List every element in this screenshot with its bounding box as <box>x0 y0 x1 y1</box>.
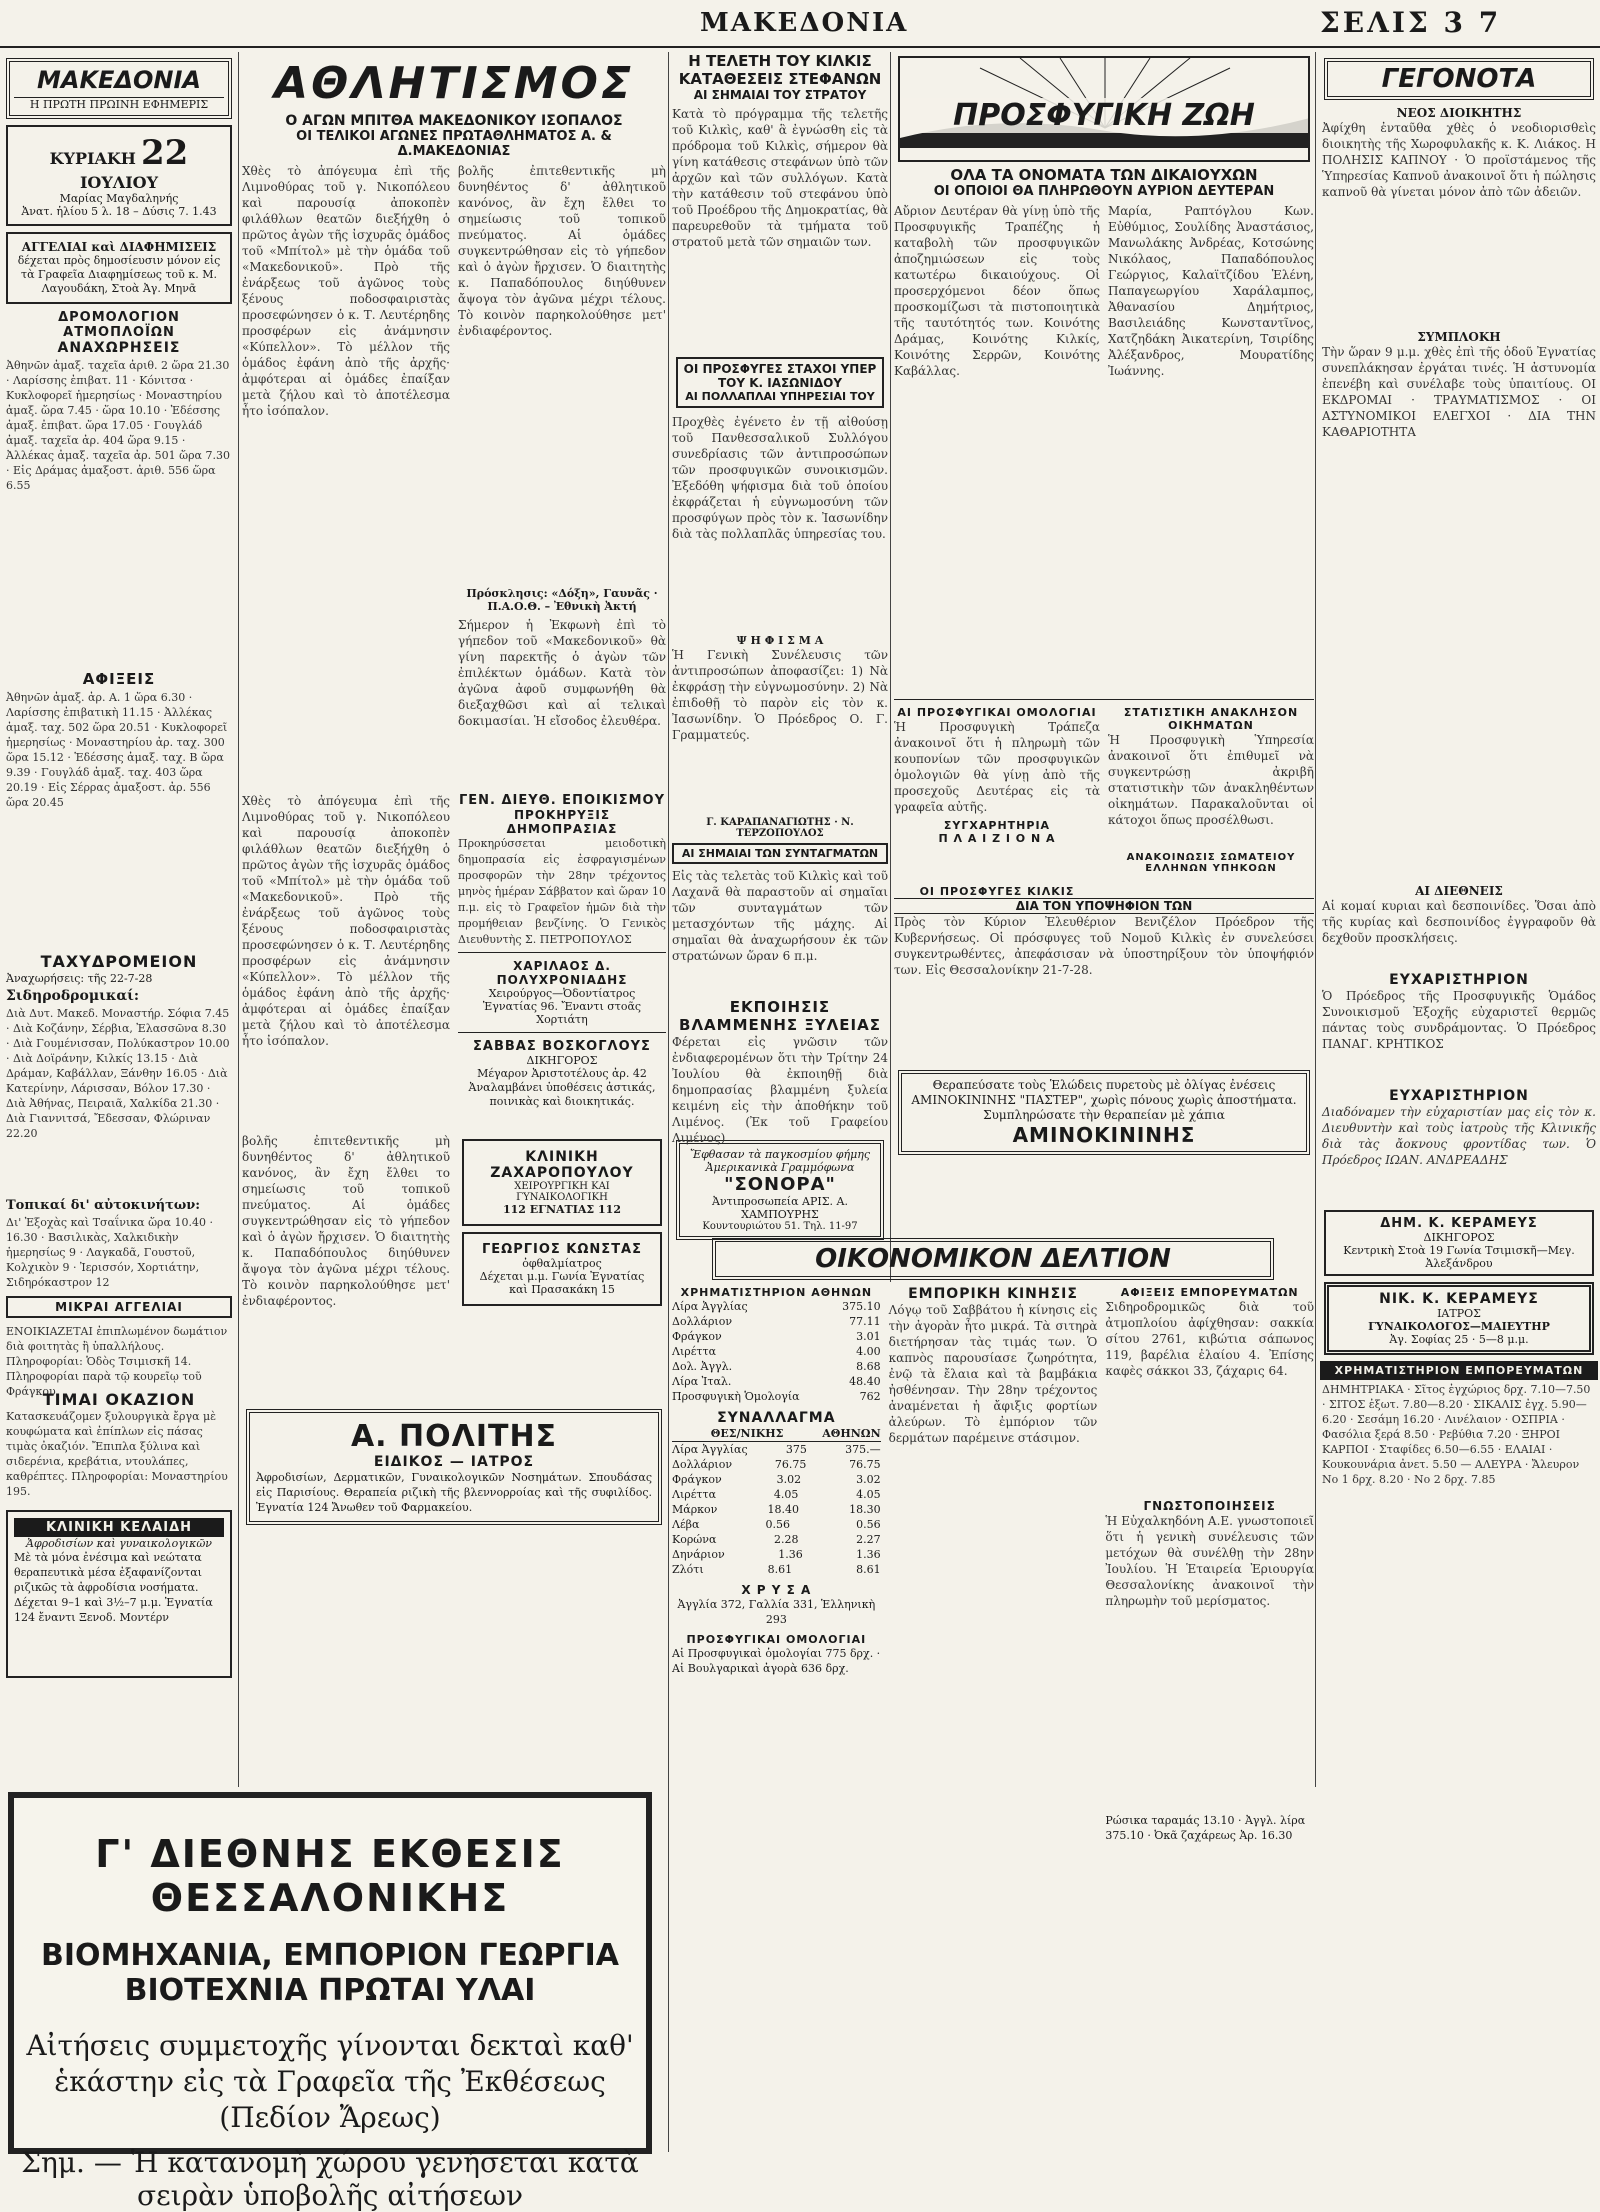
rate-athens: 375.— <box>845 1443 881 1456</box>
small-ads-text: ΕΝΟΙΚΙΑΖΕΤΑΙ ἐπιπλωμένον δωμάτιον διὰ φοιτητὰς ἢ ὑπαλλήλους. Πληροφορίαι: Ὁδὸς Τσιμισκῆ 14. Πληροφορίαι παρὰ τῷ κουρεῖῳ τοῦ Φράγκου. <box>6 1325 228 1398</box>
column-events <box>1320 52 1598 1787</box>
column-sports <box>242 52 666 1787</box>
weekday: ΚΥΡΙΑΚΗ <box>49 149 136 168</box>
international-text: Αἱ κομαί κυριαι καὶ δεσποινίδες. Ὅσαι ἀπὸ τῆς κυρίας καὶ δεσποινίδος ἐγγραφοῦν θὰ δεχθοῦν προσκλήσεις. <box>1322 899 1596 945</box>
arrivals-title: ΑΦΙΞΕΙΣ <box>82 670 156 688</box>
sports-events: Πρόσκλησις: «Δόξη», Γαυνᾶς · Π.Α.Ο.Θ. – Ἐθνικὴ Ἀκτή <box>466 587 658 613</box>
expo-title: Γ' ΔΙΕΘΝΗΣ ΕΚΘΕΣΙΣ ΘΕΣΣΑΛΟΝΙΚΗΣ <box>95 1832 565 1920</box>
exchange-title: ΧΡΗΜΑΤΙΣΤΗΡΙΟΝ ΑΘΗΝΩΝ <box>680 1286 873 1299</box>
exchange-row <box>672 1329 881 1344</box>
lawyer2-title: ΔΙΚΗΓΟΡΟΣ <box>526 1054 598 1067</box>
exchange-row <box>672 1374 881 1389</box>
rate-athens: 2.27 <box>856 1533 881 1546</box>
exchange-table <box>672 1299 881 1404</box>
politis-text: Ἀφροδισίων, Δερματικῶν, Γυναικολογικῶν Νοσημάτων. Σπουδάσας εἰς Παρισίους. Θεραπεία ριζικὴ τῆς βλεννορροίας καὶ τῆς συφιλίδος. Ἐγνατία 124 Ἄνωθεν τοῦ Φαρμακείου. <box>256 1471 652 1514</box>
notices-text: Ἡ Εὐχαλκηδόνη Α.Ε. γνωστοποιεῖ ὅτι ἡ γενικὴ συνέλευσις τῶν μετόχων θὰ συνέλθῃ τὴν 28ην Ἰουλίου. Ἡ Ἑταιρεία Ἐριουργία Θεσσαλονίκης ἀνακοινοῖ τὴν πληρωμὴν τοῦ μερίσματος. <box>1105 1514 1315 1608</box>
column-kilkis <box>672 52 888 1232</box>
auto-title: Τοπικαί δι' αὐτοκινήτων: <box>6 1198 201 1213</box>
departures-text: Ἀθηνῶν ἀμαξ. ταχεῖα ἀριθ. 2 ὥρα 21.30 · Λαρίσσης ἐπιβατ. 11 · Κόνιτσα · Κυκλοφορεῖ ἡμερησίως · Μοναστηρίου ἀμαξ. ὥρα 7.45 · ὥρα 10.10 · Ἑδέσσης ἀμαξ. ἐπιβατ. ὥρα 17.05 · Γουγλάδ ἀμαξ. ταχεῖα ἀρ. 404 ὥρα 9.15 · Ἀλλέκας ἀμαξ. ταχεῖα ἀρ. 501 ὥρα 7.30 · Εἰς Δράμας ἀμαξοστ. ἀριθ. 556 ὥρα 6.55 <box>6 359 230 492</box>
arrivals-text: Ἀθηνῶν ἀμαξ. ἀρ. Α. 1 ὥρα 6.30 · Λαρίσσης ἐπιβατικὴ 11.15 · Ἀλλέκας ἀμαξ. ταχ. 502 ὥρα 20.51 · Κυκλοφορεῖ ἡμερησίως · Μοναστηρίου ἀρ. ταχ. 300 ὥρα 15.12 · Ἑδέσσης ἀμαξ. ταχ. Β ὥρα 9.39 · Γουγλάδ ἀμαξ. ταχ. 403 ὥρα 20.19 · Εἰς Σέρρας ἀμαξοστ. ἀρ. 556 ὥρα 20.45 <box>6 691 228 809</box>
clinic2-box <box>462 1139 662 1226</box>
bargain-text: Κατασκευάζομεν ξυλουργικὰ ἔργα μὲ κουφώματα καὶ ἐπίπλων εἰς πάσας τιμὰς ὀκαζιόν. Ἔπιπλα ξύλινα καὶ σιδερένια, κρεβάτια, ντουλάπες, καθρέπτες. Πληροφορίαι: Μοναστηρίου 195. <box>6 1410 228 1498</box>
swap-row <box>672 1487 881 1502</box>
exchange-row <box>672 1389 881 1404</box>
ads-text: δέχεται πρὸς δημοσίευσιν μόνον εἰς τὰ Γραφεῖα Διαφημίσεως τοῦ κ. Μ. Λαγουδάκη, Στοὰ Ἀγ. Μηνᾶ <box>17 254 221 295</box>
currency-name: Λιρέττα <box>672 1345 717 1358</box>
trade-title: ΕΜΠΟΡΙΚΗ ΚΙΝΗΣΙΣ <box>908 1286 1078 1302</box>
sun-times: Ἀνατ. ἡλίου 5 λ. 18 – Δύσις 7. 1.43 <box>21 205 217 218</box>
congrats-title: ΣΥΓΧΑΡΗΤΗΡΙΑ <box>943 819 1051 832</box>
swap-row <box>672 1547 881 1562</box>
currency-name: Λέβα <box>672 1518 700 1531</box>
currency-name: Δολλάριον <box>672 1458 733 1471</box>
swap-row <box>672 1562 881 1577</box>
resolution-signatures: Γ. ΚΑΡΑΠΑΝΑΓΙΩΤΗΣ · Ν. ΤΕΡΖΟΠΟΥΛΟΣ <box>706 817 854 839</box>
masthead <box>0 0 1600 48</box>
refugees-body: Προχθὲς ἐγένετο ἐν τῇ αἰθούσῃ τοῦ Πανθεσσαλικοῦ Συλλόγου συνεδρίασις τῶν ἀντιπροσώπων τῶν προσφυγικῶν συνοικισμῶν. Ἐξεδόθη ψήφισμα διὰ τοῦ ὁποίου ἐκφράζεται ἡ εὐγνωμοσύνη τῶν προσφύγων πρὸς τὸν κ. Ἰασωνίδην διὰ τὰς πολλαπλᾶς ὑπηρεσίας του. <box>672 415 888 541</box>
saint-day: Μαρίας Μαγδαληνής <box>59 192 179 205</box>
swap-row <box>672 1457 881 1472</box>
rate-athens: 0.56 <box>856 1518 881 1531</box>
lawyer-title: ΔΙΚΗΓΟΡΟΣ <box>1423 1231 1495 1244</box>
brand-subtitle: Η ΠΡΩΤΗ ΠΡΩΙΝΗ ΕΦΗΜΕΡΙΣ <box>14 97 224 111</box>
kilkis-refugees-title: ΟΙ ΠΡΟΣΦΥΓΕΣ ΚΙΛΚΙΣ <box>919 885 1075 898</box>
small-ads-title: ΜΙΚΡΑΙ ΑΓΓΕΛΙΑΙ <box>6 1296 232 1318</box>
post-text: Ἀναχωρήσεις: τῆς 22-7-28 <box>6 972 153 985</box>
colonization-title: ΓΕΝ. ΔΙΕΥΘ. ΕΠΟΙΚΙΣΜΟΥ <box>458 793 666 808</box>
bonds-text: Αἱ Προσφυγικαὶ ὁμολογίαι 775 δρχ. · Αἱ Βουλγαρικαὶ ἀγορὰ 636 δρχ. <box>672 1647 881 1675</box>
sports-body-end: βολῆς ἐπιτεθεντικῆς μὴ δυνηθέντος δ' ἀθλητικοῦ κανόνος, ἂν ἔχη ἔλθει το σημείωσις τοῦ τοπικοῦ πνεύματος. Αἱ ὁμάδες συγκεντρώθησαν εἰς τὸ γήπεδον καὶ ὁ ἀγὼν ἤρχισεν. Ὁ διαιτητὴς κ. Παπαδόπουλος διηύθυνεν ἄψογα τὸν ἀγῶνα μέχρι τέλους. Τὸ κοινὸν παρηκολούθησε μετ' ἐνδιαφέροντος. <box>242 1134 450 1308</box>
expo-subtitle: ΒΙΟΜΗΧΑΝΙΑ, ΕΜΠΟΡΙΟΝ ΓΕΩΡΓΙΑ ΒΙΟΤΕΧΝΙΑ ΠΡΩΤΑΙ ΥΛΑΙ <box>41 1938 619 2008</box>
sonora-address: Κουντουριώτου 51. Τηλ. 11-97 <box>702 1221 858 1232</box>
exchange-row <box>672 1314 881 1329</box>
rate-athens: 18.30 <box>849 1503 881 1516</box>
aminokinini-brand: ΑΜΙΝΟΚΙΝΙΝΗΣ <box>1012 1123 1196 1147</box>
brawl-text: Τὴν ὥραν 9 μ.μ. χθὲς ἐπὶ τῆς ὁδοῦ Ἐγνατίας συνεπλάκησαν ἐργάται τινές. Ἡ ἀστυνομία ἐπενέβη καὶ συνέλαβε τοὺς ὑπαιτίους. ΟΙ ΕΚΔΡΟΜΑΙ · ΤΡΑΥΜΑΤΙΣΜΟΣ · ΟΙ ΑΣΤΥΝΟΜΙΚΟΙ ΕΛΕΓΧΟΙ · ΔΙΑ ΤΗΝ ΚΑΘΑΡΙΟΤΗΤΑ <box>1322 345 1596 439</box>
politis-name: Α. ΠΟΛΙΤΗΣ <box>350 1419 558 1454</box>
aminokinini-box <box>898 1070 1310 1155</box>
brand-name: ΜΑΚΕΔΟΝΙΑ <box>36 66 201 94</box>
gold-text: Ἀγγλία 372, Γαλλία 331, Ἑλληνικὴ 293 <box>677 1598 876 1626</box>
currency-name: Δηνάριον <box>672 1548 725 1561</box>
lawyer-box <box>1324 1210 1594 1276</box>
rate-thessaloniki: 4.05 <box>773 1488 799 1501</box>
page-number: ΣΕΛΙΣ 3 7 <box>1320 6 1502 39</box>
currency-value: 8.68 <box>856 1360 881 1373</box>
auto-text: Δι' Ἐξοχὰς καὶ Τσαΐνικα ὥρα 10.40 · 16.30 · Βασιλικὰς, Χαλκιδικὴν ἡμερησίως 9 · Λαγκαδᾶ, Γουστοῦ, Κολχικὸν 9 · Ἰερισσόν, Χορτιάτην, Σιδηρόκαστρον 12 <box>6 1216 213 1289</box>
month: ΙΟΥΛΙΟΥ <box>79 173 159 192</box>
aminokinini-text: Θεραπεύσατε τοὺς Ἑλώδεις πυρετοὺς μὲ ὀλίγας ἐνέσεις ΑΜΙΝΟΚΙΝΙΝΗΣ "ΠΑΣΤΕΡ", χωρὶς πόνους χωρὶς ἀποστήματα. Συμπληρώσατε τὴν θεραπείαν μὲ χάπια <box>911 1078 1297 1122</box>
sports-header: ΑΘΛΗΤΙΣΜΟΣ <box>273 58 635 109</box>
sonora-box <box>676 1140 884 1240</box>
rate-thessaloniki: 1.36 <box>778 1548 803 1561</box>
bonds-title: ΠΡΟΣΦΥΓΙΚΑΙ ΟΜΟΛΟΓΙΑΙ <box>686 1633 867 1646</box>
rail-text: Διὰ Δυτ. Μακεδ. Μοναστήρ. Σόφια 7.45 · Διὰ Κοζάνην, Σέρβια, Ἐλασσῶνα 8.30 · Διὰ Γουμένισσαν, Πολύκαστρον 10.00 · Διὰ Δοϊράνην, Κιλκίς 13.15 · Διὰ Δράμαν, Καβάλλαν, Ξάνθην 16.05 · Διὰ Κατερίνην, Λάρισσαν, Βόλον 17.30 · Διὰ Ἀθήνας, Πειραιᾶ, Χαλκίδα 21.30 · Διὰ Γιαννιτσά, Ἔδεσσαν, Φλώριναν 22.20 <box>6 1007 230 1140</box>
doctor1-title: Χειρούργος—Ὀδοντίατρος <box>488 987 636 1000</box>
rate-thessaloniki: 3.02 <box>776 1473 802 1486</box>
column-rule <box>890 52 891 1282</box>
column-rule <box>238 52 239 1787</box>
rate-thessaloniki: 375 <box>785 1443 807 1456</box>
clinic2-subtitle: ΧΕΙΡΟΥΡΓΙΚΗ ΚΑΙ ΓΥΝΑΙΚΟΛΟΓΙΚΗ <box>514 1181 610 1203</box>
doctor-specialty: ΓΥΝΑΙΚΟΛΟΓΟΣ—ΜΑΙΕΥΤΗΡ <box>1368 1320 1550 1333</box>
finance-section <box>672 1238 1314 2153</box>
sports-headline-1: Ο ΑΓΩΝ ΜΠΙΤΘΑ ΜΑΚΕΔΟΝΙΚΟΥ ΙΣΟΠΑΛΟΣ <box>285 113 623 129</box>
currency-name: Λιρέττα <box>672 1488 717 1501</box>
loans-text: Ἡ Προσφυγικὴ Τράπεζα ἀνακοινοῖ ὅτι ἡ πληρωμὴ τῶν κουπονίων τῶν προσφυγικῶν ὁμολογιῶν θὰ γίνῃ ἀπὸ τῆς προσεχοῦς Δευτέρας εἰς τὰ γραφεῖα αὐτῆς. <box>894 720 1100 814</box>
exchange-row <box>672 1299 881 1314</box>
refugees-subtitle: ΑΙ ΠΟΛΛΑΠΛΑΙ ΥΠΗΡΕΣΙΑΙ ΤΟΥ <box>685 390 875 403</box>
date-number: 22 <box>141 133 189 173</box>
swap-title: ΣΥΝΑΛΛΑΓΜΑ <box>717 1410 836 1426</box>
stats-title: ΣΤΑΤΙΣΤΙΚΗ ΑΝΑΚΛΗΣΟΝ ΟΙΚΗΜΑΤΩΝ <box>1123 706 1299 732</box>
thanks1-text: Ὁ Πρόεδρος τῆς Προσφυγικῆς Ὁμάδος Συνοικισμοῦ Ἐξοχῆς εὐχαριστεῖ θερμῶς πάντας τοὺς συνδράμοντας. Ὁ Πρόεδρος ΠΑΝΑΓ. ΚΡΗΤΙΚΟΣ <box>1322 989 1596 1051</box>
rate-athens: 8.61 <box>856 1563 881 1576</box>
sports-body-b: βολῆς ἐπιτεθεντικῆς μὴ δυνηθέντος δ' ἀθλητικοῦ κανόνος, ἂν ἔχη ἔλθει το σημείωσις τοῦ τοπικοῦ πνεύματος. Αἱ ὁμάδες συγκεντρώθησαν εἰς τὸ γήπεδον καὶ ὁ ἀγὼν ἤρχισεν. Ὁ διαιτητὴς κ. Παπαδόπουλος διηύθυνεν ἄψογα τὸν ἀγῶνα μέχρι τέλους. Τὸ κοινὸν παρηκολούθησε μετ' ἐνδιαφέροντος. <box>458 164 666 338</box>
ophthalmologist-box <box>462 1232 662 1306</box>
doctor-box <box>1324 1282 1594 1355</box>
swap-row <box>672 1532 881 1547</box>
doctor-address: Ἀγ. Σοφίας 25 · 5—8 μ.μ. <box>1389 1333 1529 1346</box>
currency-name: Δολλάριον <box>672 1315 733 1328</box>
rate-athens: 76.75 <box>849 1458 881 1471</box>
doctor-name: ΝΙΚ. Κ. ΚΕΡΑΜΕΥΣ <box>1379 1291 1539 1307</box>
clinic-text: Μὲ τὰ μόνα ἐνέσιμα καὶ νεώτατα θεραπευτικὰ μέσα ἐξαφανίζονται ριζικῶς τὰ ἀφροδίσια νοσήματα. Δέχεται 9–1 καὶ 3½–7 μ.μ. Ἐγνατία 124 ἔναντι Ξενοδ. Μοντέρν <box>14 1551 213 1624</box>
expo-note: Σημ. — Ἡ κατανομὴ χώρου γενήσεται κατὰ σειρὰν ὑποβολῆς αἰτήσεων <box>21 2146 639 2212</box>
column-rule <box>1315 52 1316 1787</box>
kilkis-title-2: ΚΑΤΑΘΕΣΕΙΣ ΣΤΕΦΑΝΩΝ <box>678 70 882 88</box>
currency-value: 77.11 <box>849 1315 881 1328</box>
currency-name: Λίρα Ἀγγλίας <box>672 1443 748 1456</box>
bargain-title: ΤΙΜΑΙ ΟΚΑΖΙΟΝ <box>42 1390 196 1409</box>
beneficiaries-subheadline: ΟΙ ΟΠΟΙΟΙ ΘΑ ΠΛΗΡΩΘΟΥΝ ΑΥΡΙΟΝ ΔΕΥΤΕΡΑΝ <box>933 184 1275 199</box>
column-refugee-life <box>894 52 1314 1232</box>
colonization-subtitle: ΠΡΟΚΗΡΥΞΙΣ ΔΗΜΟΠΡΑΣΙΑΣ <box>506 808 618 836</box>
thanks2-text: Διαδόναμεν τὴν εὐχαριστίαν μας εἰς τὸν κ. Διευθυντὴν καὶ τοὺς ἰατροὺς τῆς Κλινικῆς διὰ τὰς ἄοκνους φροντίδας των. Ὁ Πρόεδρος ΙΩΑΝ. ΑΝΔΡΕΑΔΗΣ <box>1322 1105 1596 1167</box>
rate-thessaloniki: 2.28 <box>774 1533 799 1546</box>
ophthalmologist-name: ΓΕΩΡΓΙΟΣ ΚΩΝΣΤΑΣ <box>481 1242 642 1257</box>
lawyer-name: ΔΗΜ. Κ. ΚΕΡΑΜΕΥΣ <box>1380 1216 1538 1231</box>
events-header: ΓΕΓΟΝΟΤΑ <box>1324 58 1594 100</box>
swap-row <box>672 1472 881 1487</box>
sports-headline-2: ΟΙ ΤΕΛΙΚΟΙ ΑΓΩΝΕΣ ΠΡΩΤΑΘΛΗΜΑΤΟΣ Α. & Δ.ΜΑΚΕΔΟΝΙΑΣ <box>296 129 612 159</box>
politis-title: ΕΙΔΙΚΟΣ — ΙΑΤΡΟΣ <box>373 1454 535 1470</box>
loans-title: ΑΙ ΠΡΟΣΦΥΓΙΚΑΙ ΟΜΟΛΟΓΙΑΙ <box>897 706 1097 719</box>
stats-text: Ἡ Προσφυγικὴ Ὑπηρεσία ἀνακοινοῖ ὅτι ἐπιθυμεῖ νὰ συγκεντρώσῃ ἀκριβῆ στατιστικὴν τῶν ἀνακληθέντων οἰκημάτων. Παρακαλοῦνται οἱ κάτοχοι ὅπως προσέλθωσι. <box>1108 733 1314 827</box>
currency-name: Φράγκον <box>672 1473 722 1486</box>
kilkis-body: Κατὰ τὸ πρόγραμμα τῆς τελετῆς τοῦ Κιλκὶς, καθ' ἃ ἐγνώσθη εἰς τὰ πρόδρομα τοῦ Κιλκὶς, σήμερον θὰ γίνη κατάθεσις στεφάνων ὑπὸ τῶν ἀρχῶν καὶ τῶν συλλόγων. Κατὰ τὴν κατάθεσιν τοῦ στεφάνου ὑπὸ τοῦ Προέδρου τῆς Δημοκρατίας, θὰ παρευρεθοῦν τὰ τμήματα τοῦ στρατοῦ μετὰ τῶν σημαιῶν των. <box>672 107 888 249</box>
spaced-heading: Π Λ Α Ι Ζ Ι Ο Ν Α <box>938 832 1056 845</box>
ophthalmologist-text: Δέχεται μ.μ. Γωνία Ἐγνατίας καὶ Πρασακάκη 15 <box>479 1270 645 1296</box>
post-title: ΤΑΧΥΔΡΟΜΕΙΟΝ <box>40 952 198 971</box>
colonization-text: Προκηρύσσεται μειοδοτικὴ δημοπρασία εἰς ἐσφραγισμένων προσφορῶν τὴν 28ην τρέχοντος μηνὸς ἡμέραν Σάββατον καὶ ὥραν 10 π.μ. εἰς τὸ Γραφεῖον ἡμῶν διὰ τὴν προμήθειαν βενζίνης. Ὁ Γενικὸς Διευθυντὴς Σ. ΠΕΤΡΟΠΟΥΛΟΣ <box>458 837 666 946</box>
new-commander-title: ΝΕΟΣ ΔΙΟΙΚΗΤΗΣ <box>1396 106 1522 120</box>
lawyer-address: Κεντρικὴ Στοὰ 19 Γωνία Τσιμισκῆ—Μεγ. Ἀλεξάνδρου <box>1343 1244 1575 1270</box>
swap-table <box>672 1442 881 1577</box>
doctor1-name: ΧΑΡΙΛΑΟΣ Δ. ΠΟΛΥΧΡΟΝΙΑΔΗΣ <box>496 959 628 987</box>
kilkis-title-3: ΑΙ ΣΗΜΑΙΑΙ ΤΟΥ ΣΤΡΑΤΟΥ <box>693 88 867 102</box>
ads-box <box>6 232 232 304</box>
international-title: ΑΙ ΔΙΕΘΝΕΙΣ <box>1415 884 1503 898</box>
rate-athens: 3.02 <box>856 1473 881 1486</box>
rate-thessaloniki: 0.56 <box>765 1518 791 1531</box>
rate-thessaloniki: 8.61 <box>767 1563 793 1576</box>
sports-body-c: Σήμερον ἡ Ἐκφωνὴ ἐπὶ τὸ γήπεδον τοῦ «Μακεδονικοῦ» θὰ γίνη παρεκτῆς ὁ ἀγὼν τῶν ἐπιλέκτων ὁμάδων. Κατὰ τὸν ἀγῶνα ἀφοῦ συμφωνήθη θὰ διεξαχθῶσι καὶ αἱ τελικαὶ δοκιμασίαι. Ἡ εἴσοδος ἐλευθέρα. <box>458 618 666 728</box>
departures-subtitle: ΑΝΑΧΩΡΗΣΕΙΣ <box>57 340 181 356</box>
currency-value: 762 <box>859 1390 881 1403</box>
brand-box <box>6 58 232 119</box>
currency-name: Λίρα Ἀγγλίας <box>672 1300 748 1313</box>
politis-box <box>246 1409 662 1525</box>
doctor-title: ΙΑΤΡΟΣ <box>1437 1307 1481 1320</box>
currency-name: Ζλότι <box>672 1563 704 1576</box>
thanks1-title: ΕΥΧΑΡΙΣΤΗΡΙΟΝ <box>1389 972 1529 988</box>
timber-sale-text: Φέρεται εἰς γνῶσιν τῶν ἐνδιαφερομένων ὅτι τὴν Τρίτην 24 Ἰουλίου θὰ ἐκποιηθῇ διὰ δημοπρασίας βλαμμένη ξυλεία κειμένη εἰς τὴν ἀποθήκην τοῦ Λιμένος. (Ἐκ τοῦ Γραφείου Λιμένος) <box>672 1035 888 1145</box>
new-commander-text: Ἀφίχθη ἐνταῦθα χθὲς ὁ νεοδιορισθεὶς διοικητὴς τῆς Χωροφυλακῆς κ. Κ. Λιάκος. Η ΠΟΛΗΣΙΣ ΚΑΠΝΟΥ · Ὁ προϊστάμενος τῆς Ὑπηρεσίας Καπνοῦ ἀνακοινοῖ ὅτι ἡ πώλησις καπνοῦ θὰ γίνεται μόνον ἀπὸ τῶν ἀδειῶν. <box>1322 121 1596 199</box>
thanks2-title: ΕΥΧΑΡΙΣΤΗΡΙΟΝ <box>1389 1088 1529 1104</box>
clinic2-address: 112 ΕΓΝΑΤΙΑΣ 112 <box>502 1203 621 1216</box>
swap-col-thessaloniki: ΘΕΣ/ΝΙΚΗΣ <box>710 1427 784 1440</box>
rate-athens: 1.36 <box>856 1548 881 1561</box>
sonora-text: Ἔφθασαν τὰ παγκοσμίου φήμης Ἀμερικανικὰ Γραμμόφωνα <box>689 1148 870 1174</box>
goods-arrivals-text: Σιδηροδρομικῶς διὰ τοῦ ἀτμοπλοίου ἀφίχθησαν: σακκία σίτου 2761, κιβώτια σάπωνος 119, βαρέλια ἐλαίου 4. Ἐπίσης καφὲς σάκκοι 33, ζάχαρις 64. <box>1105 1300 1315 1378</box>
swap-row <box>672 1502 881 1517</box>
currency-name: Μάρκον <box>672 1503 718 1516</box>
swap-row <box>672 1517 881 1532</box>
currency-name: Κορώνα <box>672 1533 717 1546</box>
clinic2-title: ΚΛΙΝΙΚΗ ΖΑΧΑΡΟΠΟΥΛΟΥ <box>490 1149 634 1181</box>
expo-text: Αἰτήσεις συμμετοχῆς γίνονται δεκταὶ καθ' ἑκάστην εἰς τὰ Γραφεῖα τῆς Ἐκθέσεως (Πεδίον Ἄρεως) <box>26 2029 634 2134</box>
clinic-subtitle: Ἀφροδισίων καὶ γυναικολογικῶν <box>26 1537 212 1550</box>
flags-body: Εἰς τὰς τελετὰς τοῦ Κιλκὶς καὶ τοῦ Λαχανᾶ θὰ παραστοῦν αἱ σημαῖαι τῶν συνταγμάτων τῶν μετασχόντων τῆς μάχης. Αἱ σημαῖαι θὰ ἀναχωρήσουν ἐκ τῶν στρατώνων ὥραν 6 π.μ. <box>672 869 888 963</box>
timber-sale-title: ΕΚΠΟΙΗΣΙΣ ΒΛΑΜΜΕΝΗΣ ΞΥΛΕΙΑΣ <box>679 998 881 1034</box>
trade-text: Λόγῳ τοῦ Σαββάτου ἡ κίνησις εἰς τὴν ἀγορὰν ἦτο μικρά. Τὰ σιτηρὰ διετήρησαν τὰς τιμάς των. Ὁ καπνὸς παρουσίασε ζωηρότητα, ἐνῷ τὰ ἔλαια καὶ τὰ βαμβάκια ἠσθένησαν. Τὴν 28ην τρέχοντος ἀναμένεται ἡ ἄφιξις φορτίων ἀλεύρων. Τὸ ἐμπόριον τῶν δερμάτων παρέμεινε στάσιμον. <box>888 1303 1098 1445</box>
currency-name: Προσφυγικὴ Ὁμολογία <box>672 1390 800 1403</box>
flags-title: ΑΙ ΣΗΜΑΙΑΙ ΤΩΝ ΣΥΝΤΑΓΜΑΤΩΝ <box>672 843 888 864</box>
refugee-life-title: ΠΡΟΣΦΥΓΙΚΗ ΖΩΗ <box>900 98 1308 133</box>
resolution-title: Ψ Η Φ Ι Σ Μ Α <box>736 634 824 647</box>
currency-name: Δολ. Ἀγγλ. <box>672 1360 733 1373</box>
refugee-life-banner <box>898 56 1310 162</box>
ads-title: ΑΓΓΕΛΙΑΙ καὶ ΔΙΑΦΗΜΙΣΕΙΣ <box>21 240 217 254</box>
swap-header <box>672 1426 881 1442</box>
exchange-row <box>672 1359 881 1374</box>
resolution-body: Ἡ Γενικὴ Συνέλευσις τῶν ἀντιπροσώπων ἀποφασίζει: 1) Νὰ ἐκφράσῃ τὴν εὐγνωμοσύνην. 2) Νὰ ἐπιδοθῇ τὸ παρὸν εἰς τὸν κ. Ἰασωνίδην. Ὁ Πρόεδρος Ο. Γ. Γραμματεύς. <box>672 648 888 742</box>
clinic-box <box>6 1510 232 1678</box>
lawyer2-text: Μέγαρον Ἀριστοτέλους ἀρ. 42 Ἀναλαμβάνει ὑποθέσεις ἀστικάς, ποινικὰς καὶ διοικητικάς. <box>468 1067 656 1108</box>
doctor1-address: Ἐγνατίας 96. Ἔναντι στοᾶς Χορτιάτη <box>482 1000 642 1026</box>
gold-title: Χ Ρ Υ Σ Α <box>741 1583 812 1597</box>
currency-name: Λίρα Ἰταλ. <box>672 1375 732 1388</box>
exchange-row <box>672 1344 881 1359</box>
lawyer2-name: ΣΑΒΒΑΣ ΒΟΣΚΟΓΛΟΥΣ <box>473 1039 651 1054</box>
commodity-exchange-title: ΧΡΗΜΑΤΙΣΤΗΡΙΟΝ ΕΜΠΟΡΕΥΜΑΤΩΝ <box>1320 1361 1598 1380</box>
sports-body-cont: Χθὲς τὸ ἀπόγευμα ἐπὶ τῆς Λιμνοθύρας τοῦ γ. Νικοπόλεου καὶ παρουσίᾳ ἀποκοπὲν φιλάθλων θεατῶν διεξήχθη ὁ πρῶτος ἀγὼν τῆς ἰσχυρᾶς ὁμάδος τοῦ «Μπίτολ» μὲ τὴν ὁμάδα τοῦ «Μακεδονικοῦ». Πρὸ τῆς ἐνάρξεως τοῦ ἀγῶνος τοὺς ξένους ποδοσφαιριστὰς προσεφώνησεν ὁ κ. Τ. Λευτέρηδης προσφέρων εἰς ἀνάμνησιν «Κύπελλον». Τὸ μέλλον τῆς ὁμάδος ἐφάνη ἀπὸ τῆς ἀρχῆς· ἀμφότεραι αἱ ὁμάδες ἐπαίξαν μετὰ ζήλου καὶ τὸ ἀποτέλεσμα ἦτο ἰσόπαλον. <box>242 794 450 1048</box>
kilkis-refugees-subtitle: ΔΙΑ ΤΟΝ ΥΠΟΨΗΦΙΟΝ ΤΩΝ <box>894 898 1314 914</box>
currency-name: Φράγκον <box>672 1330 722 1343</box>
date-box <box>6 125 232 226</box>
goods-arrivals-title: ΑΦΙΞΕΙΣ ΕΜΠΟΡΕΥΜΑΤΩΝ <box>1120 1286 1299 1299</box>
column-rule <box>668 52 669 2152</box>
beneficiaries-body-b: Μαρία, Ραπτόγλου Κων. Εὐθύμιος, Σουλίδης Ἀναστάσιος, Μανωλάκης Ἀνδρέας, Κοτσώνης Νικόλαος, Παπαδόπουλος Γεώργιος, Καλαϊτζίδου Ἑλένη, Παπαγεωργίου Χαράλαμπος, Ἀθανασίου Δημήτριος, Βασιλειάδης Κωνσταντῖνος, Χατζηδάκη Ἀικατερίνη, Τσιρίδης Ἀλέξανδρος, Μουρατίδης Ἰωάννης. <box>1108 204 1314 378</box>
notices-title: ΓΝΩΣΤΟΠΟΙΗΣΕΙΣ <box>1143 1499 1276 1513</box>
quotes-text: Ρώσικα ταραμάς 13.10 · Ἀγγλ. λίρα 375.10 · Ὀκᾶ ζαχάρεως Ἀρ. 16.30 <box>1105 1814 1306 1842</box>
rate-thessaloniki: 18.40 <box>767 1503 799 1516</box>
swap-col-athens: ΑΘΗΝΩΝ <box>822 1427 881 1440</box>
brawl-title: ΣΥΜΠΛΟΚΗ <box>1417 330 1501 344</box>
departures-title: ΔΡΟΜΟΛΟΓΙΟΝ ΑΤΜΟΠΛΟΪΩΝ <box>58 310 180 340</box>
currency-value: 375.10 <box>842 1300 881 1313</box>
rail-title: Σιδηροδρομικαί: <box>6 988 140 1004</box>
rate-athens: 4.05 <box>856 1488 881 1501</box>
beneficiaries-body-a: Αὔριον Δευτέραν θὰ γίνῃ ὑπὸ τῆς Προσφυγικῆς Τραπέζης ἡ καταβολὴ τῶν προσφυγικῶν ἀποζημιώσεων εἰς τοὺς κατωτέρω δικαιούχους. Οἱ προσερχόμενοι δέον ὅπως προσκομίζωσι τὰ πιστοποιητικὰ τῆς ταυτότητός των. Κοινότης Δράμας, Κοινότης Κιλκίς, Κοινότης Σερρῶν, Κοινότης Καβάλλας. <box>894 204 1100 378</box>
finance-banner: ΟΙΚΟΝΟΜΙΚΟΝ ΔΕΛΤΙΟΝ <box>712 1238 1274 1280</box>
swap-row <box>672 1442 881 1457</box>
association-notice: ΑΝΑΚΟΙΝΩΣΙΣ ΣΩΜΑΤΕΙΟΥ ΕΛΛΗΝΩΝ ΥΠΗΚΟΩΝ <box>1126 852 1296 874</box>
expo-advertisement <box>8 1792 652 2212</box>
kilkis-refugees-text: Πρὸς τὸν Κύριον Ἐλευθέριον Βενιζέλον Πρόεδρον τῆς Κυβερνήσεως. Οἱ πρόσφυγες τοῦ Νομοῦ Κιλκὶς ἐν συνελεύσει συγκεντρωθέντες, ἀπεφάσισαν νὰ ὑποστηρίξουν τὸν ὑποψήφιόν των. Εἰς Θεσσαλονίκην 21-7-28. <box>894 915 1314 977</box>
commodity-exchange-text: ΔΗΜΗΤΡΙΑΚΑ · Σῖτος ἐγχώριος δρχ. 7.10—7.50 · ΣΙΤΟΣ ἐξωτ. 7.80—8.20 · ΣΙΚΑΛΙΣ ἐγχ. 5.90—6.20 · Σεσάμη 16.20 · Λινέλαιον · ΟΣΠΡΙΑ · Φασόλια ξερά 8.50 · Ρεβύθια 7.20 · ΞΗΡΟΙ ΚΑΡΠΟΙ · Σταφίδες 6.50—6.55 · ΕΛΑΙΑΙ · Κουκουνάρια ἀνετ. 5.50 — ΑΛΕΥΡΑ · Ἄλευρον Νο 1 δρχ. 8.20 · Νο 2 δρχ. 7.85 <box>1322 1383 1591 1486</box>
column-left <box>2 52 236 1787</box>
ophthalmologist-title: ὀφθαλμίατρος <box>522 1257 602 1270</box>
beneficiaries-headline: ΟΛΑ ΤΑ ΟΝΟΜΑΤΑ ΤΩΝ ΔΙΚΑΙΟΥΧΩΝ <box>950 166 1258 184</box>
newspaper-title: ΜΑΚΕΔΟΝΙΑ <box>700 8 909 38</box>
rate-thessaloniki: 76.75 <box>774 1458 807 1471</box>
currency-value: 4.00 <box>856 1345 881 1358</box>
sonora-agent: Ἀντιπροσωπεία ΑΡΙΣ. Α. ΧΑΜΠΟΥΡΗΣ <box>712 1195 848 1221</box>
sonora-brand: "ΣΟΝΟΡΑ" <box>724 1174 836 1195</box>
currency-value: 48.40 <box>849 1375 881 1388</box>
sports-body-a: Χθὲς τὸ ἀπόγευμα ἐπὶ τῆς Λιμνοθύρας τοῦ γ. Νικοπόλεου καὶ παρουσίᾳ ἀποκοπὲν φιλάθλων θεατῶν διεξήχθη ὁ πρῶτος ἀγὼν τῆς ἰσχυρᾶς ὁμάδος τοῦ «Μπίτολ» μὲ τὴν ὁμάδα τοῦ «Μακεδονικοῦ». Πρὸ τῆς ἐνάρξεως τοῦ ἀγῶνος τοὺς ξένους ποδοσφαιριστὰς προσεφώνησεν ὁ κ. Τ. Λευτέρηδης προσφέρων εἰς ἀνάμνησιν «Κύπελλον». Τὸ μέλλον τῆς ὁμάδος ἐφάνη ἀπὸ τῆς ἀρχῆς· ἀμφότεραι αἱ ὁμάδες ἐπαίξαν μετὰ ζήλου καὶ τὸ ἀποτέλεσμα ἦτο ἰσόπαλον. <box>242 164 450 418</box>
kilkis-title-1: Η ΤΕΛΕΤΗ ΤΟΥ ΚΙΛΚΙΣ <box>688 52 872 70</box>
currency-value: 3.01 <box>856 1330 881 1343</box>
clinic-title: ΚΛΙΝΙΚΗ ΚΕΛΑΙΔΗ <box>14 1518 224 1537</box>
refugees-title: ΟΙ ΠΡΟΣΦΥΓΕΣ ΣΤΑΧΟΙ ΥΠΕΡ ΤΟΥ Κ. ΙΑΣΩΝΙΔΟΥ <box>683 362 877 390</box>
